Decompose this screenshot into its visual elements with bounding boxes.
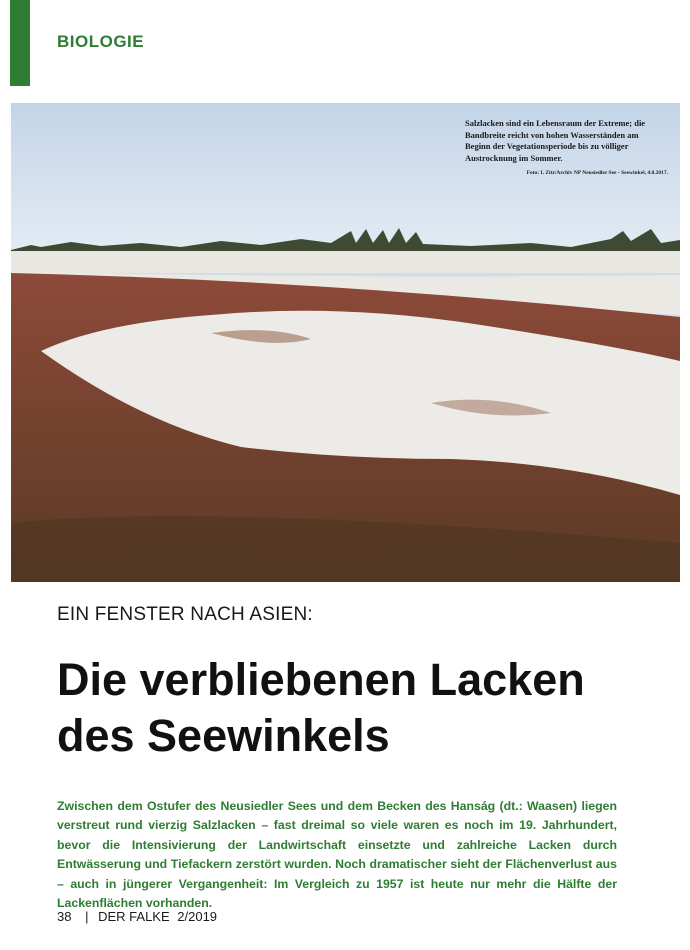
magazine-name: DER FALKE [98,909,170,924]
headline-line-1: Die verbliebenen Lacken [57,654,585,705]
section-color-bar [10,0,30,86]
article-lead: Zwischen dem Ostufer des Neusiedler Sees und dem Becken des Hanság (dt.: Waasen) liegen verstreut rund vierzig Salzlacken – fast dreimal so viele waren es noch im 19. Jahrhundert, bevor die Intensivierung der Landwirtschaft einsetzte und zahlreiche Lacken durch Entwässerung und Tiefackern zerstört wurden. Noch dramatischer sieht der Flächenverlust aus – auch in jüngerer Vergangenheit: Im Vergleich zu 1957 ist heute nur mehr die Hälfte der Lackenflächen vorhanden. [57,799,617,911]
section-label: BIOLOGIE [57,32,145,51]
issue-number: 2/2019 [177,909,218,924]
photo-caption: Salzlacken sind ein Lebensraum der Extreme; die Bandbreite reicht von hohen Wasserständen am Beginn der Vegetationsperiode bis zu völliger Austrocknung im Sommer. [465,118,646,163]
article-kicker: EIN FENSTER NACH ASIEN: [57,604,313,625]
page-number: 38 [57,909,72,924]
footer-separator: | [85,909,89,924]
photo-credit: Foto: I. Zitz/Archiv NP Neusiedler See - Seewinkel, 4.8.2017. [526,170,668,176]
page-footer [57,909,221,924]
article-headline [57,652,677,764]
headline-line-2: des Seewinkels [57,710,390,761]
